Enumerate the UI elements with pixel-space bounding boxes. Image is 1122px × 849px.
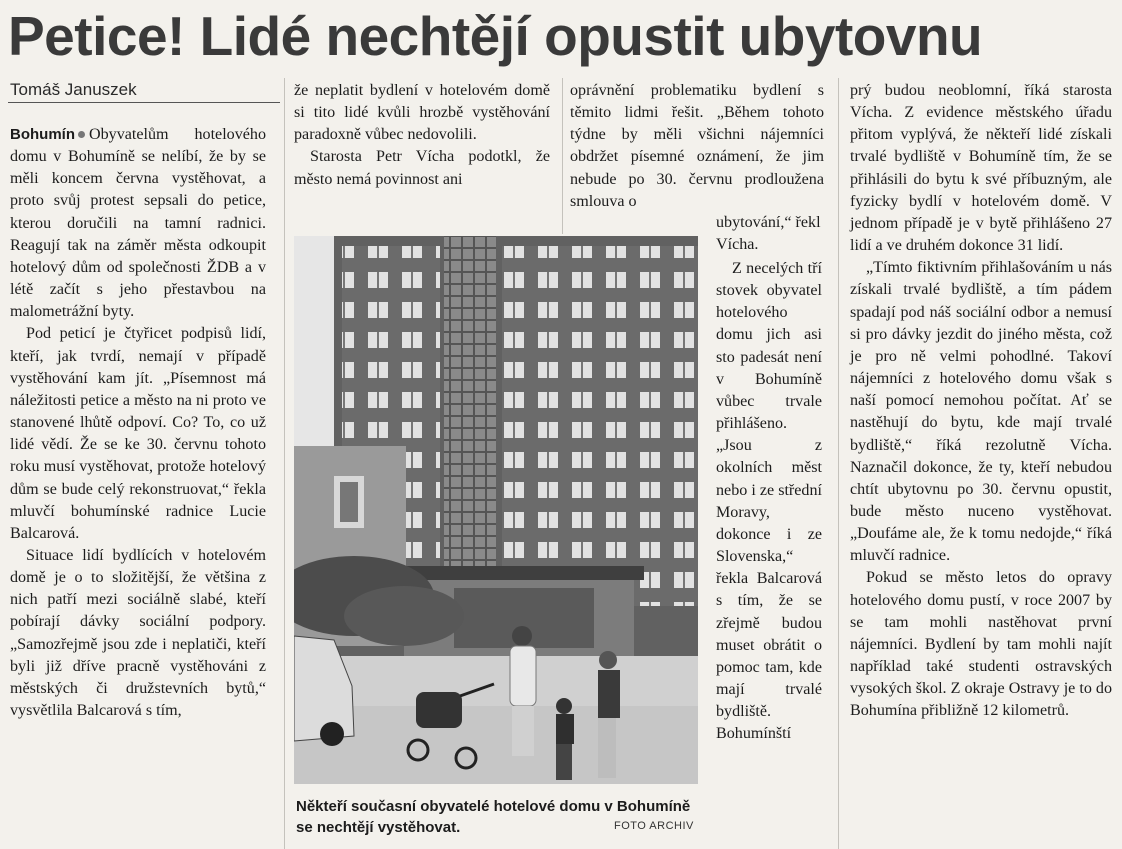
byline-rule [8,102,280,103]
paragraph: Pod peticí je čtyřicet podpisů lidí, kteří, jak tvrdí, nemají v případě vystěhování kam jít. „Písemnost má náležitosti petice a město na ni proto ve stanovené lhůtě odpoví. Co? To, co už lidé vědí. Že se ke 30. červnu tohoto roku musí vystěhovat, protože hotelový dům se bude celý rekonstruovat,“ řekla mluvčí bohumínské radnice Lucie Balcarová. [10,325,266,542]
article-photo [294,236,698,784]
article-column-3 [570,80,824,213]
headline: Petice! Lidé nechtějí opustit ubytovnu [8,5,983,67]
dateline: Bohumín [10,126,75,143]
building-photo [294,236,698,784]
article-column-2 [294,80,550,191]
paragraph: Z necelých tří stovek obyvatel hotelového domu jich asi sto padesát není v Bohumíně vůbec trvale přihlášeno. „Jsou z okolních měst nebo i ze střední Moravy, dokonce i ze Slovenska,“ řekla Balcarová s tím, že se zřejmě budou muset obrátit o pomoc tam, kde mají trvalé bydliště. Bohumínští [716,260,822,743]
paragraph: Situace lidí bydlících v hotelovém domě je o to složitější, že většina z nich patří mezi sociálně slabé, kteří pobírají dávky sociální podpory. „Samozřejmě jsou zde i neplatiči, kteří byli již dříve pracně vystěhováni z městských či družstevních bytů,“ vysvětlila Balcarová s tím, [10,546,266,720]
paragraph: prý budou neoblomní, říká starosta Vícha. Z evidence městského úřadu přitom vyplývá, že někteří lidé získali trvalé bydliště v Bohumíně tím, že se přihlásili do bytu k své příbuzným, ale fyzicky bydlí v hotelovém domě. V jednom případě je v bytě přihlášeno 27 lidí a ve druhém dokonce 31 lidí. [850,82,1112,255]
paragraph: Pokud se město letos do opravy hotelového domu pustí, v roce 2007 by se tam mohli nastěhovat první nájemníci. Bydlení by tam mohli najít například také studenti ostravských vysokých škol. Z okraje Ostravy je to do Bohumína přibližně 12 kilometrů. [850,569,1112,720]
byline-author: Tomáš Januszek [10,80,137,99]
article-column-3-wrap [716,212,822,256]
photo-caption: Někteří současní obyvatelé hotelové domu v Bohumíně se nechtějí vystěhovat. [296,798,691,836]
column-divider [562,78,563,234]
paragraph: „Tímto fiktivním přihlašováním u nás získali trvalé bydliště, a tím pádem spadají pod náš sociální odbor a nemusí si pro dávky jezdit do jiného města, což je pro ně velmi pohodlné. Takoví nájemníci z hotelového domu však s naší pomocí nemohou počítat. Ať se nastěhují do bytu, kde mají trvalé bydliště,“ říká rezolutně Vícha. Naznačil dokonce, že ty, kteří nebudou chtít ubytovnu po 30. červnu opustit, bude město nuceno vystěhovat. „Doufáme ale, že k tomu nedojde,“ říká mluvčí radnice. [850,259,1112,565]
paragraph: ubytování,“ řekl Vícha. [716,214,821,254]
paragraph: Starosta Petr Vícha podotkl, že město nemá povinnost ani [294,148,550,188]
article-column-1 [10,124,266,722]
paragraph: oprávnění problematiku bydlení s těmito lidmi řešit. „Během tohoto týdne by měli všichni nájemníci obdržet písemné oznámení, že jim nebude po 30. červnu prodloužena smlouva o [570,82,824,210]
article-column-3-narrow [716,258,822,745]
dateline-bullet [78,131,85,138]
photo-credit: FOTO ARCHIV [614,820,694,832]
column-divider [838,78,839,849]
article-column-4 [850,80,1112,723]
column-divider [284,78,285,849]
paragraph: že neplatit bydlení v hotelovém domě si tito lidé kvůli hrozbě vystěhování paradoxně vůbec nedovolili. [294,82,550,144]
paragraph: Bohumín Obyvatelům hotelového domu v Bohumíně se nelíbí, že by se měli koncem června vystěhovat, a proto svůj protest sepsali do petice, kterou doručili na tamní radnici. Reagují tak na záměr města odkoupit hotelový dům od společnosti ŽDB a v létě začít s jeho přestavbou na malometrážní byty. [10,126,266,321]
